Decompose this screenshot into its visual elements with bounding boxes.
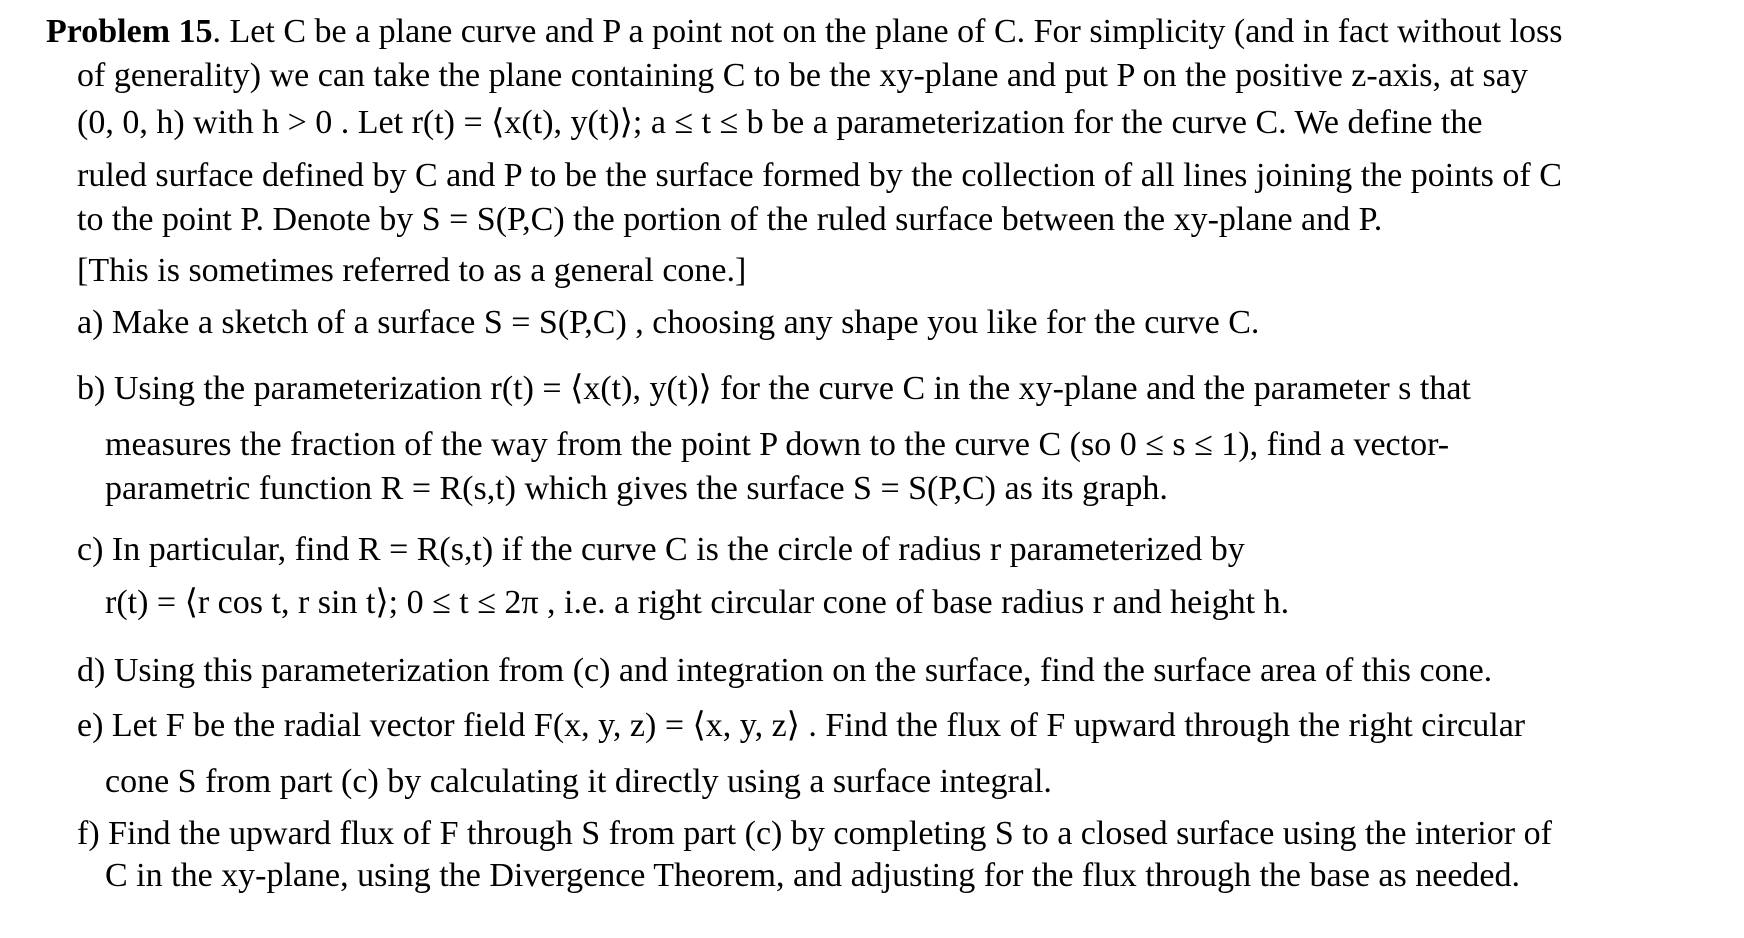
part-b-line-1: b) Using the parameterization r(t) = ⟨x(t), y(t)⟩ for the curve C in the xy-plane and the parameter s that [77, 370, 1471, 407]
part-e-line-1: e) Let F be the radial vector field F(x, y, z) = ⟨x, y, z⟩ . Find the flux of F upward through the right circular [77, 707, 1526, 744]
problem-line-5: to the point P. Denote by S = S(P,C) the portion of the ruled surface between the xy-plane and P. [77, 201, 1383, 238]
part-b-line-3: parametric function R = R(s,t) which gives the surface S = S(P,C) as its graph. [105, 470, 1168, 507]
part-d: d) Using this parameterization from (c) and integration on the surface, find the surface area of this cone. [77, 652, 1493, 689]
problem-line-3: (0, 0, h) with h > 0 . Let r(t) = ⟨x(t), y(t)⟩; a ≤ t ≤ b be a parameterization for the curve C. We define the [77, 104, 1483, 141]
part-a: a) Make a sketch of a surface S = S(P,C) , choosing any shape you like for the curve C. [77, 304, 1260, 341]
problem-line-1 [46, 12, 1563, 52]
problem-line-2: of generality) we can take the plane containing C to be the xy-plane and put P on the positive z-axis, at say [77, 57, 1528, 94]
part-c-line-2: r(t) = ⟨r cos t, r sin t⟩; 0 ≤ t ≤ 2π , i.e. a right circular cone of base radius r and height h. [105, 584, 1290, 621]
part-b-line-2: measures the fraction of the way from the point P down to the curve C (so 0 ≤ s ≤ 1), find a vector- [105, 426, 1450, 463]
problem-line-4: ruled surface defined by C and P to be the surface formed by the collection of all lines joining the points of C [77, 157, 1562, 194]
problem-heading: Problem 15 [46, 13, 213, 50]
problem-line-6: [This is sometimes referred to as a general cone.] [77, 252, 747, 289]
part-f-line-2: C in the xy-plane, using the Divergence Theorem, and adjusting for the flux through the base as needed. [105, 857, 1521, 894]
problem-line-1-text: . Let C be a plane curve and P a point not on the plane of C. For simplicity (and in fact without loss [212, 13, 1563, 50]
part-c-line-1: c) In particular, find R = R(s,t) if the curve C is the circle of radius r parameterized by [77, 531, 1245, 568]
part-f-line-1: f) Find the upward flux of F through S from part (c) by completing S to a closed surface using the interior of [77, 815, 1552, 852]
part-e-line-2: cone S from part (c) by calculating it directly using a surface integral. [105, 763, 1052, 800]
